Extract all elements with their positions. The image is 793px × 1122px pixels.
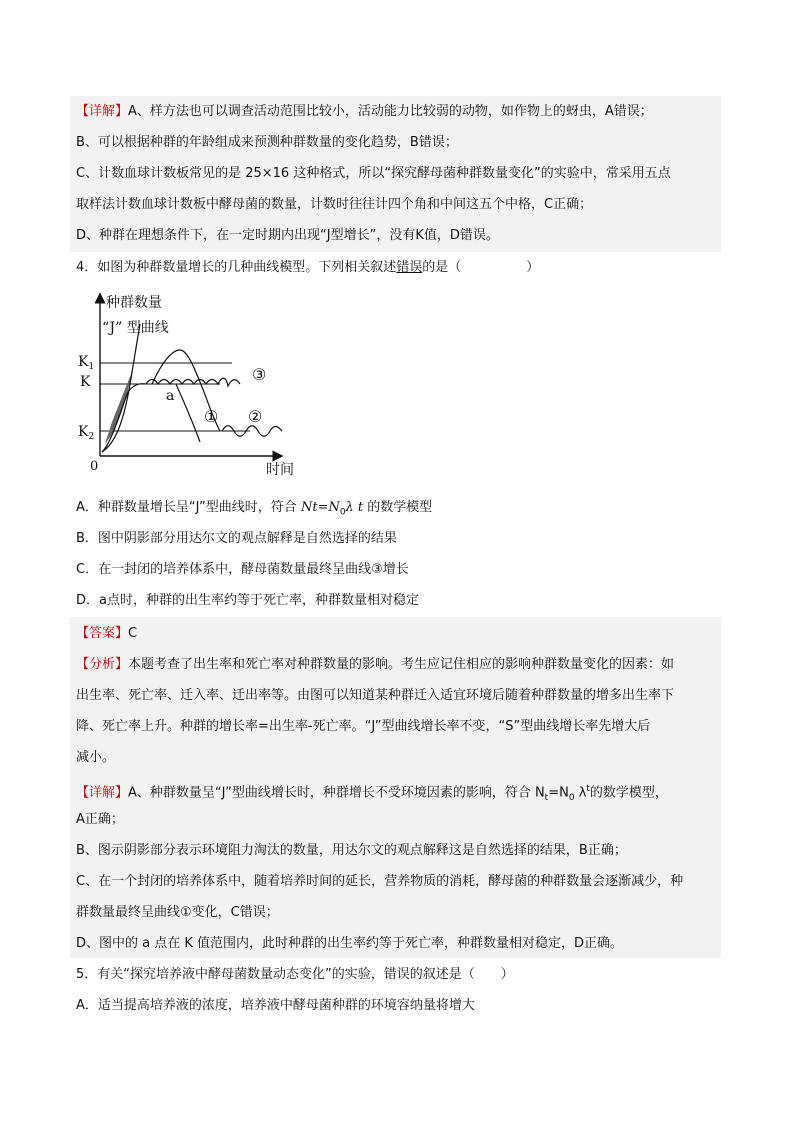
curve-1-label: ① — [204, 407, 219, 426]
population-growth-figure — [72, 292, 302, 482]
option-a: A．种群数量增长呈“J”型曲线时，符合 $Nt=N_0\lambda$ t 的数学模型 — [76, 500, 433, 518]
k1-label: $K_1$ — [78, 354, 95, 372]
origin-label: 0 — [90, 459, 99, 474]
k-label: K — [80, 374, 91, 390]
j-curve-label: “J” 型曲线 — [102, 320, 169, 336]
detail-tag: 【详解】 — [76, 104, 129, 119]
x-axis-label: 时间 — [266, 462, 294, 478]
detail-line: 【详解】A、种群数量呈“J”型曲线增长时，种群增长不受环境因素的影响，符合 $N_t=N_0$ $\lambda^t$的数学模型， — [76, 784, 668, 803]
analysis-line: 【分析】本题考查了出生率和死亡率对种群数量的影响。考生应记住相应的影响种群数量变化的因素：如 — [76, 657, 675, 672]
underlined-word: 错误 — [396, 260, 423, 275]
curve-2-label: ② — [248, 407, 263, 426]
detail-line: D、种群在理想条件下，在一定时期内出现“J型增长”，没有K值，D错误。 — [76, 228, 499, 243]
question-5-option-a: A．适当提高培养液的浓度，培养液中酵母菌种群的环境容纳量将增大 — [76, 998, 475, 1013]
detail-line: B、可以根据种群的年龄组成来预测种群数量的变化趋势，B错误； — [76, 135, 458, 150]
question-4-stem: 4．如图为种群数量增长的几种曲线模型。下列相关叙述错误的是（ ） — [76, 260, 540, 275]
shaded-area — [105, 372, 132, 444]
detail-line: D、图中的 a 点在 K 值范围内，此时种群的出生率约等于死亡率，种群数量相对稳定，D正确。 — [76, 936, 624, 951]
k2-label: $K_2$ — [78, 424, 95, 442]
detail-line: A正确； — [76, 812, 124, 827]
detail-line: C、在一个封闭的培养体系中，随着培养时间的延长，营养物质的消耗，酵母菌的种群数量会逐渐减少，种 — [76, 874, 684, 889]
question-5-stem: 5．有关“探究培养液中酵母菌数量动态变化”的实验，错误的叙述是（ ） — [76, 967, 514, 982]
option-c: C．在一封闭的培养体系中，酵母菌数量最终呈曲线③增长 — [76, 562, 409, 577]
detail-line: B、图示阴影部分表示环境阻力淘汰的数量，用达尔文的观点解释这是自然选择的结果，B正确； — [76, 843, 627, 858]
detail-line: 取样法计数血球计数板中酵母菌的数量，计数时往往计四个角和中间这五个中格，C正确； — [76, 197, 593, 212]
point-a-label: a — [166, 388, 175, 404]
option-b: B．图中阴影部分用达尔文的观点解释是自然选择的结果 — [76, 531, 397, 546]
detail-line: 【详解】A、样方法也可以调查活动范围比较小，活动能力比较弱的动物，如作物上的蚜虫，A错误； — [76, 104, 653, 119]
analysis-line: 减小。 — [76, 750, 116, 765]
detail-line: 群数量最终呈曲线①变化，C错误； — [76, 905, 279, 920]
detail-line: C、计数血球计数板常见的是 25×16 这种格式，所以“探究酵母菌种群数量变化”的实验中，常采用五点 — [76, 166, 671, 181]
analysis-line: 出生率、死亡率、迁入率、迁出率等。由图可以知道某种群迁入适宜环境后随着种群数量的增多出生率下 — [76, 688, 675, 703]
curve-3-label: ③ — [252, 365, 267, 384]
analysis-line: 降、死亡率上升。种群的增长率=出生率-死亡率。“J”型曲线增长率不变，“S”型曲线增长率先增大后 — [76, 719, 651, 734]
answer-line: 【答案】C — [76, 626, 138, 641]
declining-curve — [176, 384, 200, 442]
option-d: D．a点时，种群的出生率约等于死亡率，种群数量相对稳定 — [76, 593, 419, 608]
j-curve — [102, 324, 140, 452]
y-axis-label: 种群数量 — [106, 295, 162, 311]
